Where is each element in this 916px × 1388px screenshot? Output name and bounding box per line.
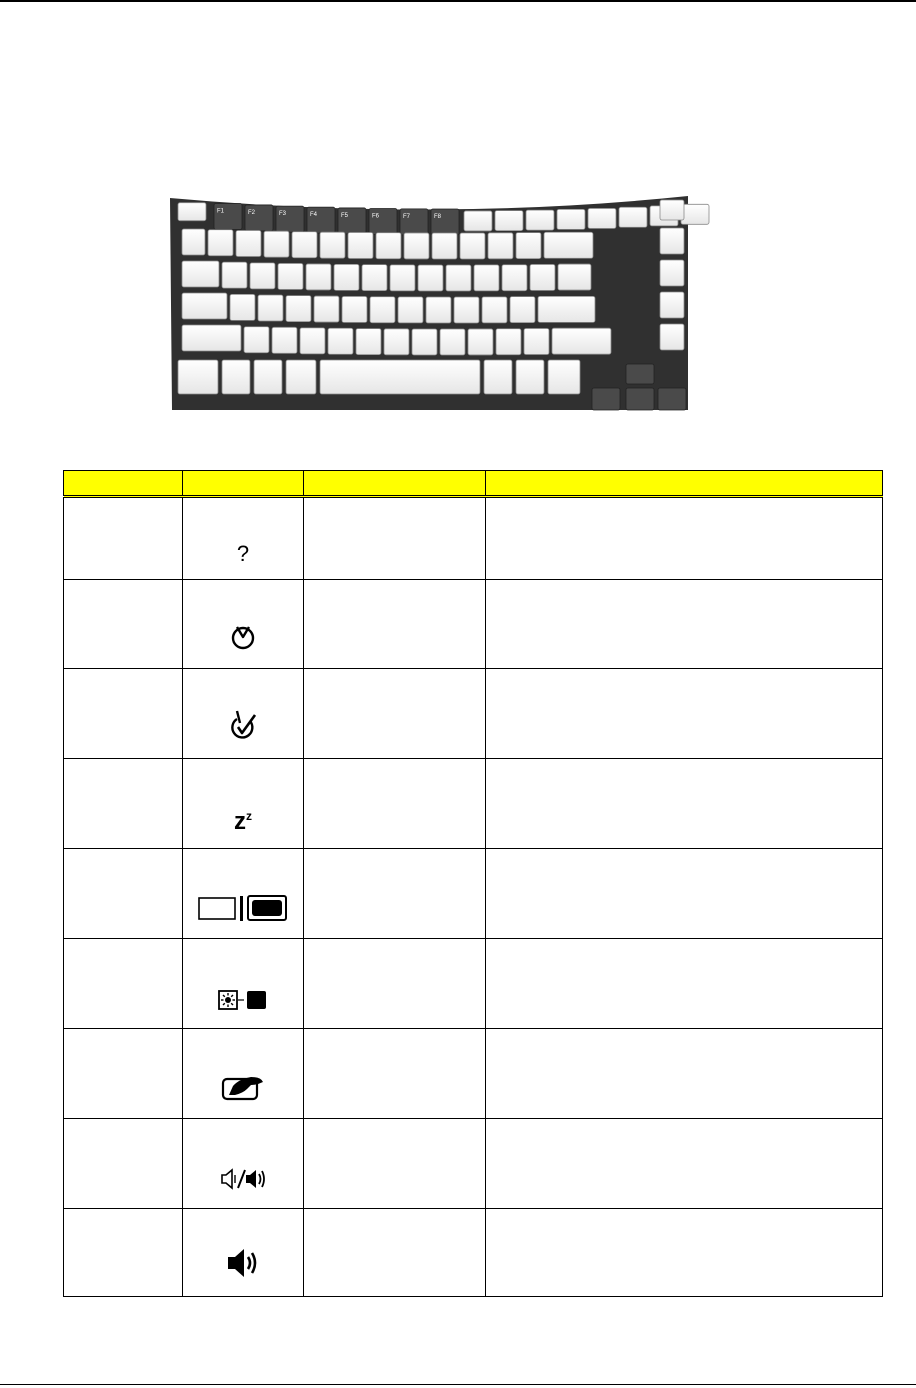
function-key bbox=[369, 208, 397, 234]
keyboard-key bbox=[496, 329, 521, 355]
description-cell bbox=[486, 580, 883, 669]
keyboard-key bbox=[230, 294, 255, 320]
function-key-label: F2 bbox=[248, 209, 256, 216]
keyboard-key bbox=[320, 232, 345, 258]
keyboard-key bbox=[182, 229, 205, 255]
footer-rule bbox=[0, 1384, 916, 1385]
keyboard-key bbox=[182, 325, 241, 351]
keyboard-key bbox=[222, 262, 247, 288]
description-cell bbox=[486, 669, 883, 759]
header-rule bbox=[0, 0, 916, 2]
arrow-down-key bbox=[626, 388, 654, 410]
description-cell bbox=[486, 759, 883, 849]
arrow-left-key bbox=[592, 388, 620, 410]
hotkey-cell bbox=[64, 939, 183, 1029]
function-key-label: F5 bbox=[341, 212, 349, 219]
keyboard-key bbox=[314, 296, 339, 322]
system-check-icon bbox=[228, 709, 258, 741]
keyboard-key bbox=[482, 297, 507, 323]
function-key bbox=[400, 209, 428, 235]
keyboard-key bbox=[524, 329, 549, 355]
table-header-row bbox=[64, 471, 883, 497]
header-cell-1 bbox=[64, 471, 183, 497]
keyboard-key bbox=[208, 230, 233, 256]
keyboard-key bbox=[348, 233, 373, 259]
alt-gr-key bbox=[484, 360, 512, 394]
keyboard-key bbox=[292, 232, 317, 258]
keyboard-key bbox=[681, 204, 709, 224]
keyboard-key bbox=[182, 293, 227, 319]
arrow-right-key bbox=[658, 388, 686, 410]
table-row bbox=[64, 1119, 883, 1209]
keyboard-key bbox=[258, 295, 283, 321]
icon-cell bbox=[183, 497, 304, 580]
keyboard-key bbox=[300, 328, 325, 354]
touchpad-toggle-icon bbox=[221, 1073, 265, 1101]
keyboard-key bbox=[306, 264, 331, 290]
keyboard-key bbox=[660, 292, 684, 318]
header-cell-3 bbox=[304, 471, 486, 497]
description-cell bbox=[486, 1119, 883, 1209]
function-key bbox=[338, 208, 366, 234]
description-cell bbox=[486, 939, 883, 1029]
keyboard-key bbox=[370, 297, 395, 323]
keyboard-key bbox=[426, 297, 451, 323]
hotkey-cell bbox=[64, 1029, 183, 1119]
icon-cell bbox=[183, 939, 304, 1029]
table-row bbox=[64, 939, 883, 1029]
keyboard-key bbox=[557, 209, 585, 229]
icon-cell bbox=[183, 580, 304, 669]
volume-up-icon bbox=[226, 1247, 260, 1279]
table-row bbox=[64, 1029, 883, 1119]
keyboard-key bbox=[588, 208, 616, 228]
function-key bbox=[307, 207, 335, 233]
icon-cell bbox=[183, 759, 304, 849]
keyboard-key bbox=[510, 297, 535, 323]
keyboard-key bbox=[660, 228, 684, 254]
fn-key bbox=[222, 360, 250, 394]
keyboard-key bbox=[244, 327, 269, 353]
header-cell-2 bbox=[183, 471, 304, 497]
table-row bbox=[64, 669, 883, 759]
hotkey-table bbox=[63, 470, 883, 1297]
function-cell bbox=[304, 580, 486, 669]
keyboard-key bbox=[278, 263, 303, 289]
keyboard-key bbox=[440, 329, 465, 355]
keyboard-key bbox=[286, 296, 311, 322]
keyboard-key bbox=[502, 265, 527, 291]
function-key bbox=[245, 205, 273, 231]
keyboard-key bbox=[460, 233, 485, 259]
function-key-label: F8 bbox=[434, 213, 442, 220]
keyboard-illustration bbox=[152, 188, 720, 416]
function-cell bbox=[304, 1119, 486, 1209]
keyboard-key bbox=[250, 263, 275, 289]
esc-key bbox=[178, 203, 206, 221]
function-key-label: F6 bbox=[372, 213, 380, 220]
keyboard-key bbox=[390, 265, 415, 291]
sleep-icon: $z^z$ bbox=[234, 808, 252, 835]
alt-key bbox=[286, 360, 316, 394]
table-row bbox=[64, 1209, 883, 1297]
hotkey-cell bbox=[64, 849, 183, 939]
icon-cell bbox=[183, 1119, 304, 1209]
ctrl-right-key bbox=[548, 360, 580, 394]
keyboard-key bbox=[398, 297, 423, 323]
keyboard-key bbox=[544, 232, 593, 258]
keyboard-key bbox=[495, 211, 523, 231]
display-toggle-icon bbox=[198, 895, 288, 921]
function-cell bbox=[304, 759, 486, 849]
icon-cell bbox=[183, 1209, 304, 1297]
help-icon: ? bbox=[236, 541, 250, 566]
keyboard-key bbox=[538, 296, 595, 322]
function-cell bbox=[304, 669, 486, 759]
keyboard-key bbox=[660, 260, 684, 286]
keyboard-key bbox=[454, 297, 479, 323]
keyboard-key bbox=[516, 233, 541, 259]
function-cell bbox=[304, 497, 486, 580]
keyboard-key bbox=[558, 264, 591, 290]
icon-cell bbox=[183, 849, 304, 939]
function-key bbox=[276, 206, 304, 232]
space-bar bbox=[320, 360, 480, 394]
keyboard-key bbox=[334, 264, 359, 290]
keyboard-key bbox=[384, 329, 409, 355]
keyboard-key bbox=[660, 200, 684, 220]
description-cell bbox=[486, 497, 883, 580]
keyboard-key bbox=[272, 327, 297, 353]
description-cell bbox=[486, 849, 883, 939]
hotkey-cell bbox=[64, 1209, 183, 1297]
function-key-label: F7 bbox=[403, 213, 411, 220]
hotkey-cell bbox=[64, 669, 183, 759]
keyboard-key bbox=[526, 210, 554, 230]
description-cell bbox=[486, 1209, 883, 1297]
menu-key bbox=[516, 360, 544, 394]
table-row bbox=[64, 497, 883, 580]
function-cell bbox=[304, 1209, 486, 1297]
keyboard-key bbox=[468, 329, 493, 355]
table-row bbox=[64, 580, 883, 669]
windows-key bbox=[254, 360, 282, 394]
keyboard-key bbox=[362, 265, 387, 291]
function-cell bbox=[304, 849, 486, 939]
screen-blank-icon bbox=[217, 989, 269, 1011]
launch-manager-icon bbox=[228, 623, 258, 651]
keyboard-key bbox=[660, 324, 684, 350]
hotkey-cell bbox=[64, 1119, 183, 1209]
keyboard-key bbox=[328, 328, 353, 354]
function-cell bbox=[304, 1029, 486, 1119]
keyboard-key bbox=[530, 264, 555, 290]
arrow-up-key bbox=[626, 364, 654, 384]
keyboard-key bbox=[418, 265, 443, 291]
hotkey-cell bbox=[64, 580, 183, 669]
ctrl-key bbox=[178, 360, 218, 394]
function-key-label: F3 bbox=[279, 211, 287, 218]
keyboard-key bbox=[412, 329, 437, 355]
keyboard-key bbox=[404, 233, 429, 259]
keyboard-key bbox=[488, 233, 513, 259]
hotkey-cell bbox=[64, 759, 183, 849]
keyboard-key bbox=[619, 207, 647, 227]
keyboard-key bbox=[432, 233, 457, 259]
keyboard-key bbox=[236, 231, 261, 257]
function-cell bbox=[304, 939, 486, 1029]
function-key-label: F1 bbox=[217, 208, 225, 215]
speaker-toggle-icon bbox=[220, 1167, 266, 1191]
icon-cell bbox=[183, 669, 304, 759]
icon-cell bbox=[183, 1029, 304, 1119]
keyboard-key bbox=[356, 329, 381, 355]
keyboard-key bbox=[552, 328, 611, 354]
table-row bbox=[64, 849, 883, 939]
description-cell bbox=[486, 1029, 883, 1119]
function-key bbox=[431, 209, 459, 235]
function-key-label: F4 bbox=[310, 212, 318, 219]
hotkey-cell bbox=[64, 497, 183, 580]
keyboard-key bbox=[342, 296, 367, 322]
keyboard-key bbox=[264, 231, 289, 257]
keyboard-key bbox=[474, 265, 499, 291]
keyboard-key bbox=[464, 211, 492, 231]
keyboard-key bbox=[182, 261, 219, 287]
keyboard-key bbox=[376, 233, 401, 259]
keyboard-key bbox=[446, 265, 471, 291]
function-key bbox=[214, 204, 242, 230]
header-cell-4 bbox=[486, 471, 883, 497]
table-row bbox=[64, 759, 883, 849]
